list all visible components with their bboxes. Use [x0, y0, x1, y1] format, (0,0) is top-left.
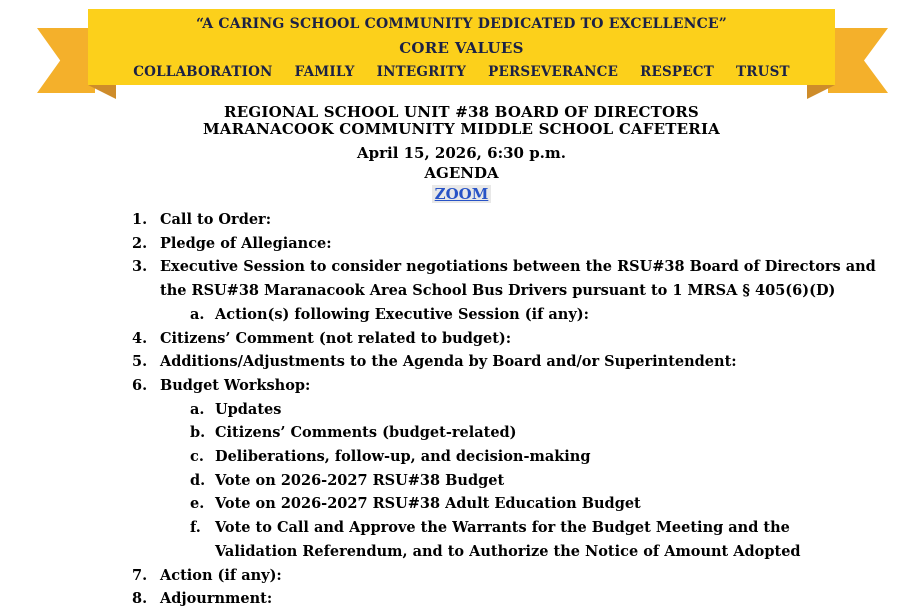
core-value: PERSEVERANCE [488, 64, 619, 80]
agenda-item-text: Executive Session to consider negotiations between the RSU#38 Board of Directors and the RSU#38 Maranacook Area School Bus Drivers pursuant to 1 MRSA § 405(6)(D) [160, 258, 876, 300]
core-value: COLLABORATION [133, 64, 273, 80]
agenda-item-marker: 3. [132, 258, 148, 276]
agenda-heading: AGENDA [424, 164, 499, 182]
agenda-item-text: Vote on 2026-2027 RSU#38 Adult Education Budget [215, 495, 641, 513]
school-motto: “A CARING SCHOOL COMMUNITY DEDICATED TO EXCELLENCE” [195, 16, 728, 32]
agenda-item-marker: b. [190, 424, 206, 442]
agenda-item [132, 255, 905, 302]
agenda-item [190, 516, 852, 563]
agenda-item [190, 398, 852, 422]
core-value: TRUST [735, 64, 790, 80]
agenda-item [132, 208, 905, 232]
agenda-item-text: Action(s) following Executive Session (if any): [215, 305, 589, 323]
agenda-item-marker: 4. [132, 329, 148, 347]
agenda-item-text: Additions/Adjustments to the Agenda by Board and/or Superintendent: [160, 353, 737, 371]
agenda-item-marker: 5. [132, 353, 148, 371]
agenda-item-marker: 1. [132, 211, 148, 228]
agenda-item-text: Call to Order: [160, 211, 272, 228]
agenda-item-marker: 7. [132, 566, 148, 584]
agenda-item-text: Action (if any): [160, 566, 282, 584]
agenda-item-marker: 6. [132, 376, 148, 394]
document-header [0, 104, 923, 203]
agenda-item [190, 303, 852, 327]
board-title: REGIONAL SCHOOL UNIT #38 BOARD OF DIRECTORS [224, 103, 699, 121]
agenda-item [190, 492, 852, 516]
agenda-item [132, 350, 905, 374]
core-values-list [88, 64, 835, 80]
core-values-ribbon [0, 0, 923, 100]
agenda-item [190, 421, 852, 445]
agenda-item-text: Pledge of Allegiance: [160, 234, 332, 252]
agenda-item-marker: 8. [132, 590, 148, 608]
agenda-item [132, 587, 905, 611]
zoom-meeting-link[interactable]: ZOOM [432, 185, 492, 203]
agenda-item-text: Budget Workshop: [160, 376, 311, 394]
core-value: RESPECT [640, 64, 714, 80]
agenda-item [132, 327, 905, 351]
agenda-item [132, 564, 905, 588]
agenda-item [190, 469, 852, 493]
core-value: FAMILY [294, 64, 355, 80]
meeting-datetime: April 15, 2026, 6:30 p.m. [356, 144, 567, 162]
agenda-item-marker: f. [190, 519, 201, 537]
agenda-item [190, 445, 852, 469]
agenda-item-text: Citizens’ Comment (not related to budget): [160, 329, 512, 347]
agenda-item-list [132, 208, 923, 611]
agenda-item-text: Updates [215, 400, 282, 418]
ribbon-tail-left [37, 28, 95, 93]
agenda-item-marker: e. [190, 495, 205, 513]
agenda-item-marker: c. [190, 448, 204, 466]
ribbon-tail-right [828, 28, 888, 93]
agenda-item-text: Citizens’ Comments (budget-related) [215, 424, 517, 442]
agenda-item-marker: d. [190, 471, 206, 489]
agenda-item-marker: 2. [132, 234, 148, 252]
agenda-item-text: Deliberations, follow-up, and decision-making [215, 448, 591, 466]
agenda-item [132, 232, 905, 256]
agenda-item-marker: a. [190, 305, 205, 323]
agenda-item-marker: a. [190, 400, 205, 418]
agenda-item [132, 374, 905, 398]
meeting-location: MARANACOOK COMMUNITY MIDDLE SCHOOL CAFETERIA [203, 120, 720, 138]
core-values-heading: CORE VALUES [399, 39, 524, 57]
zoom-link-row [0, 185, 923, 203]
agenda-item-text: Vote on 2026-2027 RSU#38 Budget [215, 471, 505, 489]
agenda-item-text: Adjournment: [160, 590, 273, 608]
ribbon-body [88, 9, 835, 85]
agenda-item-text: Vote to Call and Approve the Warrants for the Budget Meeting and the Validation Referendum, and to Authorize the Notice of Amount Adopted [215, 519, 801, 560]
core-value: INTEGRITY [376, 64, 467, 80]
